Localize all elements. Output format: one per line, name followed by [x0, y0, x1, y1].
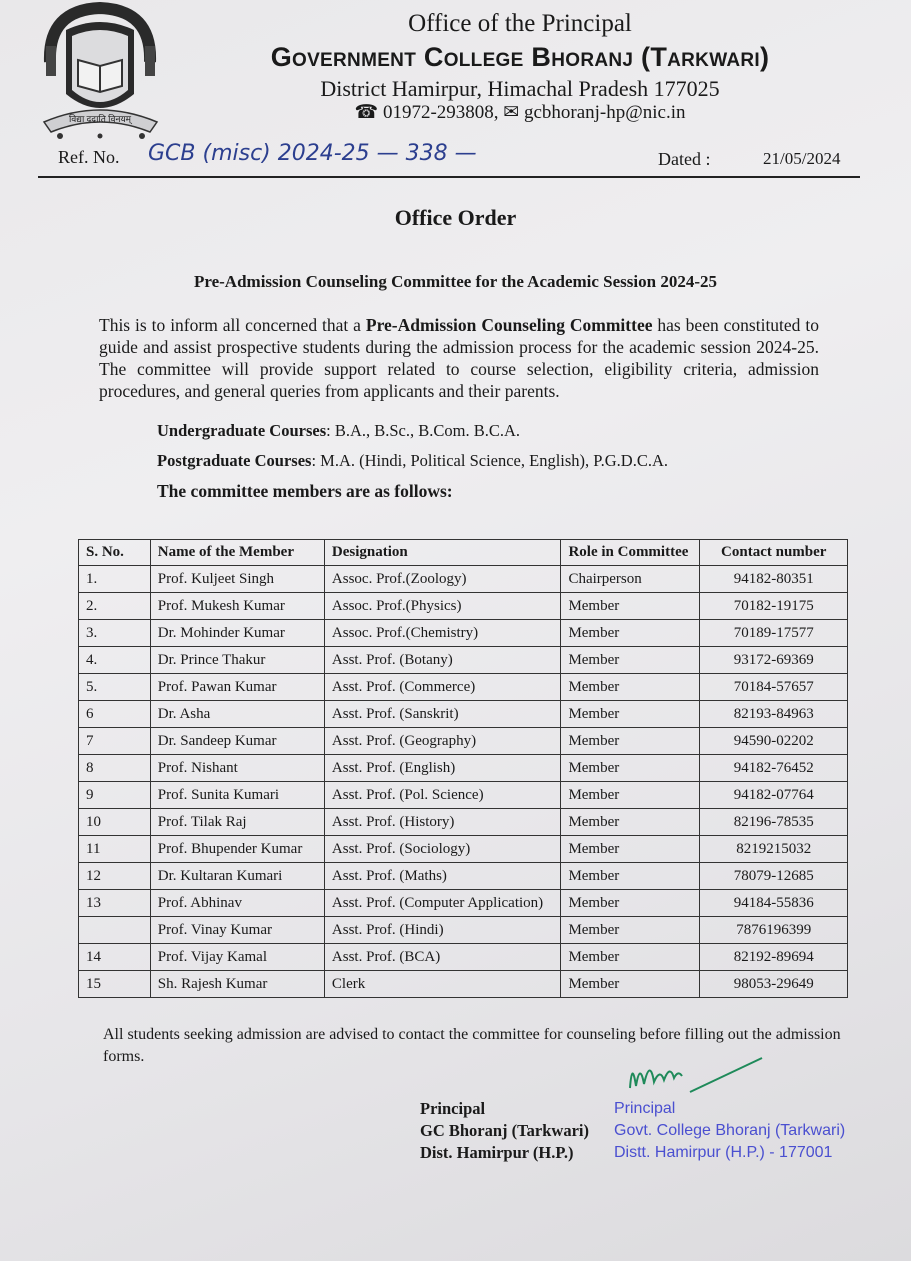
ref-label: Ref. No.	[58, 147, 120, 167]
table-row	[79, 971, 848, 998]
table-row	[79, 782, 848, 809]
cell-contact: 82192-89694	[700, 944, 848, 971]
stamp-college: Govt. College Bhoranj (Tarkwari)	[614, 1122, 846, 1139]
official-stamp	[614, 1098, 845, 1164]
cell-designation: Asst. Prof. (History)	[324, 809, 561, 836]
phone-icon: ☎	[354, 102, 379, 123]
cell-designation: Asst. Prof. (BCA)	[324, 944, 561, 971]
cell-contact: 94182-80351	[700, 566, 848, 593]
cell-name: Prof. Nishant	[150, 755, 324, 782]
cell-sno: 5.	[79, 674, 151, 701]
table-row	[79, 944, 848, 971]
email-icon: ✉	[503, 102, 520, 123]
ug-label: Undergraduate Courses	[157, 421, 327, 440]
cell-name: Prof. Kuljeet Singh	[150, 566, 324, 593]
stamp-title: Principal	[614, 1100, 676, 1117]
cell-contact: 94182-76452	[700, 755, 848, 782]
cell-sno: 9	[79, 782, 151, 809]
table-row	[79, 863, 848, 890]
cell-designation: Asst. Prof. (Sociology)	[324, 836, 561, 863]
signature-college: GC Bhoranj (Tarkwari)	[420, 1121, 589, 1140]
cell-role: Member	[561, 890, 700, 917]
cell-name: Prof. Vijay Kamal	[150, 944, 324, 971]
cell-designation: Asst. Prof. (Computer Application)	[324, 890, 561, 917]
table-row	[79, 755, 848, 782]
members-heading: The committee members are as follows:	[157, 481, 453, 501]
undergraduate-courses	[157, 421, 520, 441]
cell-name: Dr. Kultaran Kumari	[150, 863, 324, 890]
cell-sno: 10	[79, 809, 151, 836]
order-title: Office Order	[394, 205, 517, 230]
cell-role: Member	[561, 944, 700, 971]
contact-line	[180, 101, 860, 124]
para-text-end: has been constituted to guide and assist prospective students during the admission process for the academic session 2024-25. The committee will provide support related to course selection, eligibility criteria, admission procedures, and general queries from applicants and their parents.	[99, 315, 819, 401]
cell-sno	[79, 917, 151, 944]
header-contact: Contact number	[700, 540, 848, 566]
office-title: Office of the Principal	[408, 10, 632, 37]
cell-role: Member	[561, 755, 700, 782]
cell-role: Member	[561, 809, 700, 836]
table-row	[79, 593, 848, 620]
cell-sno: 7	[79, 728, 151, 755]
cell-role: Member	[561, 593, 700, 620]
para-text-bold: Pre-Admission Counseling Committee	[365, 315, 653, 335]
logo-motto: विद्या ददाति विनयम्	[68, 114, 132, 124]
cell-contact: 8219215032	[700, 836, 848, 863]
signature-district: Dist. Hamirpur (H.P.)	[420, 1143, 574, 1162]
cell-designation: Assoc. Prof.(Zoology)	[324, 566, 561, 593]
cell-designation: Asst. Prof. (Botany)	[324, 647, 561, 674]
cell-sno: 6	[79, 701, 151, 728]
cell-contact: 82196-78535	[700, 809, 848, 836]
table-row	[79, 674, 848, 701]
cell-sno: 1.	[79, 566, 151, 593]
cell-contact: 70184-57657	[700, 674, 848, 701]
cell-name: Prof. Mukesh Kumar	[150, 593, 324, 620]
table-row	[79, 890, 848, 917]
ug-value: : B.A., B.Sc., B.Com. B.C.A.	[326, 421, 521, 440]
phone-number: 01972-293808,	[382, 102, 499, 123]
ref-number-handwritten: GCB (misc) 2024-25 — 338 —	[148, 141, 477, 166]
signature-block	[420, 1098, 589, 1164]
header-name: Name of the Member	[150, 540, 324, 566]
table-row	[79, 647, 848, 674]
cell-contact: 98053-29649	[700, 971, 848, 998]
cell-name: Sh. Rajesh Kumar	[150, 971, 324, 998]
cell-role: Member	[561, 836, 700, 863]
header-divider	[38, 176, 860, 178]
cell-designation: Asst. Prof. (English)	[324, 755, 561, 782]
district-address: District Hamirpur, Himachal Pradesh 177025	[320, 76, 720, 101]
cell-name: Prof. Pawan Kumar	[150, 674, 324, 701]
cell-contact: 7876196399	[700, 917, 848, 944]
cell-designation: Asst. Prof. (Geography)	[324, 728, 561, 755]
cell-sno: 8	[79, 755, 151, 782]
college-name: Government College Bhoranj (Tarkwari)	[270, 42, 770, 72]
table-row	[79, 620, 848, 647]
dated-label: Dated :	[658, 149, 711, 169]
cell-sno: 13	[79, 890, 151, 917]
pg-value: : M.A. (Hindi, Political Science, English), P.G.D.C.A.	[311, 451, 669, 470]
order-paragraph	[99, 314, 819, 402]
stamp-district: Distt. Hamirpur (H.P.) - 177001	[614, 1144, 833, 1161]
principal-signature	[620, 1050, 770, 1096]
cell-designation: Clerk	[324, 971, 561, 998]
table-row	[79, 917, 848, 944]
cell-contact: 93172-69369	[700, 647, 848, 674]
table-row	[79, 728, 848, 755]
table-row	[79, 836, 848, 863]
cell-contact: 94182-07764	[700, 782, 848, 809]
cell-role: Member	[561, 782, 700, 809]
cell-name: Prof. Abhinav	[150, 890, 324, 917]
cell-role: Member	[561, 863, 700, 890]
cell-contact: 70182-19175	[700, 593, 848, 620]
cell-role: Member	[561, 647, 700, 674]
cell-name: Prof. Sunita Kumari	[150, 782, 324, 809]
cell-contact: 94184-55836	[700, 890, 848, 917]
email-address[interactable]: gcbhoranj-hp@nic.in	[523, 102, 686, 123]
pg-label: Postgraduate Courses	[157, 451, 312, 470]
cell-designation: Assoc. Prof.(Chemistry)	[324, 620, 561, 647]
table-row	[79, 809, 848, 836]
cell-role: Chairperson	[561, 566, 700, 593]
cell-sno: 4.	[79, 647, 151, 674]
postgraduate-courses	[157, 451, 668, 471]
header-sno: S. No.	[79, 540, 151, 566]
cell-role: Member	[561, 674, 700, 701]
cell-sno: 11	[79, 836, 151, 863]
cell-sno: 15	[79, 971, 151, 998]
reference-row	[58, 141, 858, 177]
cell-role: Member	[561, 620, 700, 647]
cell-role: Member	[561, 917, 700, 944]
para-text-start: This is to inform all concerned that a	[99, 315, 366, 335]
cell-name: Prof. Tilak Raj	[150, 809, 324, 836]
cell-contact: 94590-02202	[700, 728, 848, 755]
signature-title: Principal	[420, 1099, 486, 1118]
cell-designation: Asst. Prof. (Commerce)	[324, 674, 561, 701]
cell-contact: 78079-12685	[700, 863, 848, 890]
cell-name: Dr. Mohinder Kumar	[150, 620, 324, 647]
college-logo	[38, 2, 163, 140]
cell-sno: 3.	[79, 620, 151, 647]
dated-value: 21/05/2024	[763, 149, 841, 168]
cell-name: Dr. Sandeep Kumar	[150, 728, 324, 755]
cell-designation: Asst. Prof. (Sanskrit)	[324, 701, 561, 728]
cell-name: Dr. Asha	[150, 701, 324, 728]
cell-contact: 70189-17577	[700, 620, 848, 647]
header-role: Role in Committee	[561, 540, 700, 566]
cell-designation: Asst. Prof. (Maths)	[324, 863, 561, 890]
table-header-row	[79, 540, 848, 566]
closing-note: All students seeking admission are advised to contact the committee for counseling before filling out the admission forms.	[103, 1026, 841, 1065]
cell-contact: 82193-84963	[700, 701, 848, 728]
table-row	[79, 701, 848, 728]
cell-designation: Asst. Prof. (Pol. Science)	[324, 782, 561, 809]
cell-sno: 2.	[79, 593, 151, 620]
cell-role: Member	[561, 971, 700, 998]
cell-name: Prof. Bhupender Kumar	[150, 836, 324, 863]
cell-role: Member	[561, 701, 700, 728]
cell-role: Member	[561, 728, 700, 755]
cell-designation: Asst. Prof. (Hindi)	[324, 917, 561, 944]
header-designation: Designation	[324, 540, 561, 566]
cell-designation: Assoc. Prof.(Physics)	[324, 593, 561, 620]
cell-sno: 14	[79, 944, 151, 971]
cell-sno: 12	[79, 863, 151, 890]
order-subject: Pre-Admission Counseling Committee for the Academic Session 2024-25	[193, 272, 718, 291]
cell-name: Dr. Prince Thakur	[150, 647, 324, 674]
committee-members-table	[78, 539, 848, 998]
table-row	[79, 566, 848, 593]
cell-name: Prof. Vinay Kumar	[150, 917, 324, 944]
